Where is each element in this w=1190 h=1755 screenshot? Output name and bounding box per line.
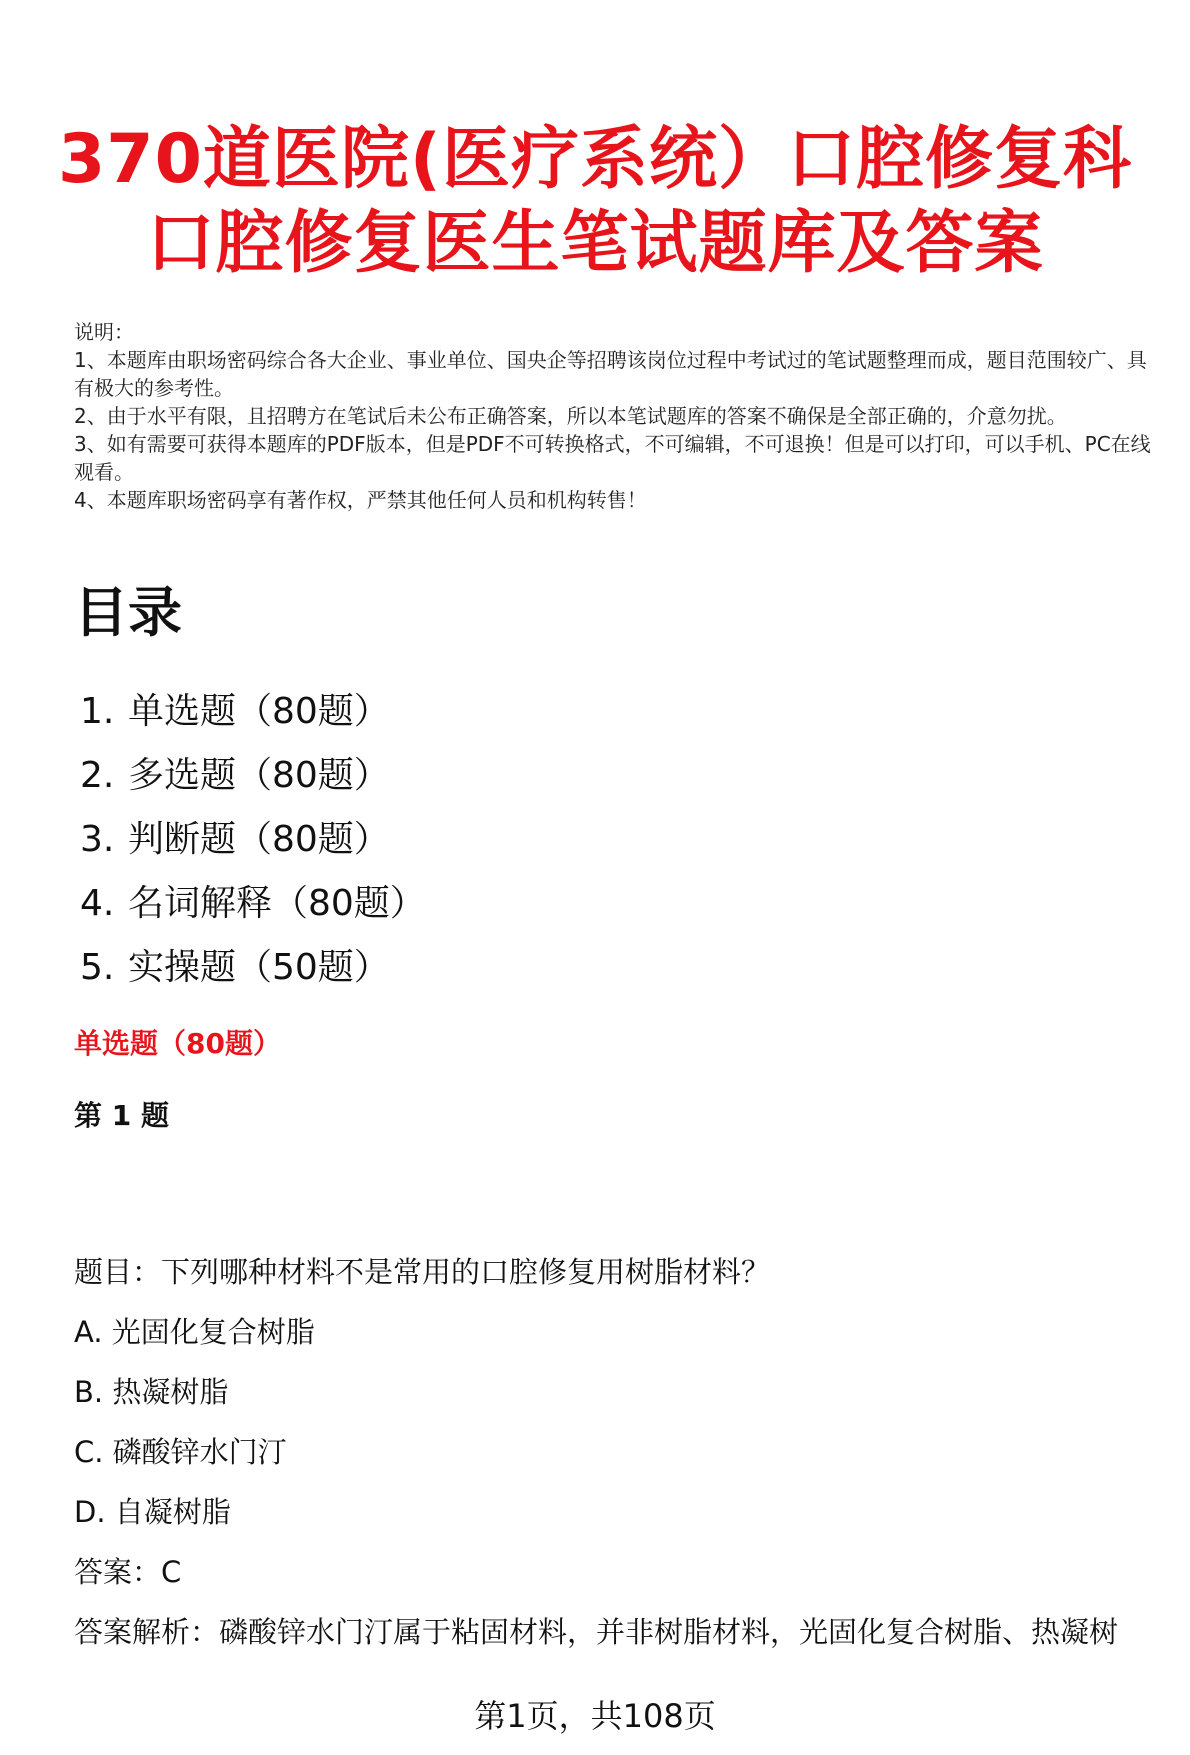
toc-item-label: 单选题（80题）: [128, 691, 390, 732]
toc-item-number: 4.: [80, 883, 115, 924]
toc-item-true-false[interactable]: [80, 808, 426, 872]
answer: 答案：C: [74, 1555, 182, 1589]
answer-explanation: 答案解析：磷酸锌水门汀属于粘固材料，并非树脂材料，光固化复合树脂、热凝树: [74, 1615, 1119, 1649]
toc-item-multiple-choice[interactable]: [80, 744, 426, 808]
toc-item-single-choice[interactable]: [80, 680, 426, 744]
toc-heading: 目录: [74, 581, 182, 644]
option-a: A. 光固化复合树脂: [74, 1315, 315, 1349]
toc-item-label: 多选题（80题）: [128, 755, 390, 796]
toc-item-number: 2.: [80, 755, 115, 796]
option-d: D. 自凝树脂: [74, 1495, 231, 1529]
toc-item-number: 3.: [80, 819, 115, 860]
toc-item-number: 5.: [80, 947, 115, 988]
question-stem: 题目：下列哪种材料不是常用的口腔修复用树脂材料？: [74, 1255, 771, 1289]
toc-item-practical[interactable]: [80, 936, 426, 1000]
section-heading: 单选题（80题）: [74, 1027, 281, 1060]
option-b: B. 热凝树脂: [74, 1375, 229, 1409]
document-title: [40, 118, 1150, 286]
notes-item: 1、本题库由职场密码综合各大企业、事业单位、国央企等招聘该岗位过程中考试过的笔试题整理而成，题目范围较广、具有极大的参考性。: [74, 348, 1147, 400]
toc-item-number: 1.: [80, 691, 115, 732]
option-c: C. 磷酸锌水门汀: [74, 1435, 287, 1469]
page-footer: 第1页，共108页: [474, 1697, 716, 1735]
title-line-1: 370道医院(医疗系统）口腔修复科: [57, 120, 1133, 199]
toc-item-label: 实操题（50题）: [128, 947, 390, 988]
question-number: 第 1 题: [74, 1099, 169, 1132]
notes-block: [74, 318, 1154, 514]
notes-item: 4、本题库职场密码享有著作权，严禁其他任何人员和机构转售！: [74, 488, 647, 512]
title-line-2: 口腔修复医生笔试题库及答案: [146, 204, 1044, 283]
question-block: [74, 1242, 1164, 1662]
table-of-contents: [80, 680, 426, 1000]
notes-item: 2、由于水平有限，且招聘方在笔试后未公布正确答案，所以本笔试题库的答案不确保是全部正确的，介意勿扰。: [74, 404, 1067, 428]
toc-item-label: 判断题（80题）: [128, 819, 390, 860]
notes-heading: 说明：: [74, 320, 134, 344]
toc-item-term-definition[interactable]: [80, 872, 426, 936]
toc-item-label: 名词解释（80题）: [128, 883, 426, 924]
notes-item: 3、如有需要可获得本题库的PDF版本，但是PDF不可转换格式，不可编辑，不可退换！但是可以打印，可以手机、PC在线观看。: [74, 432, 1151, 484]
